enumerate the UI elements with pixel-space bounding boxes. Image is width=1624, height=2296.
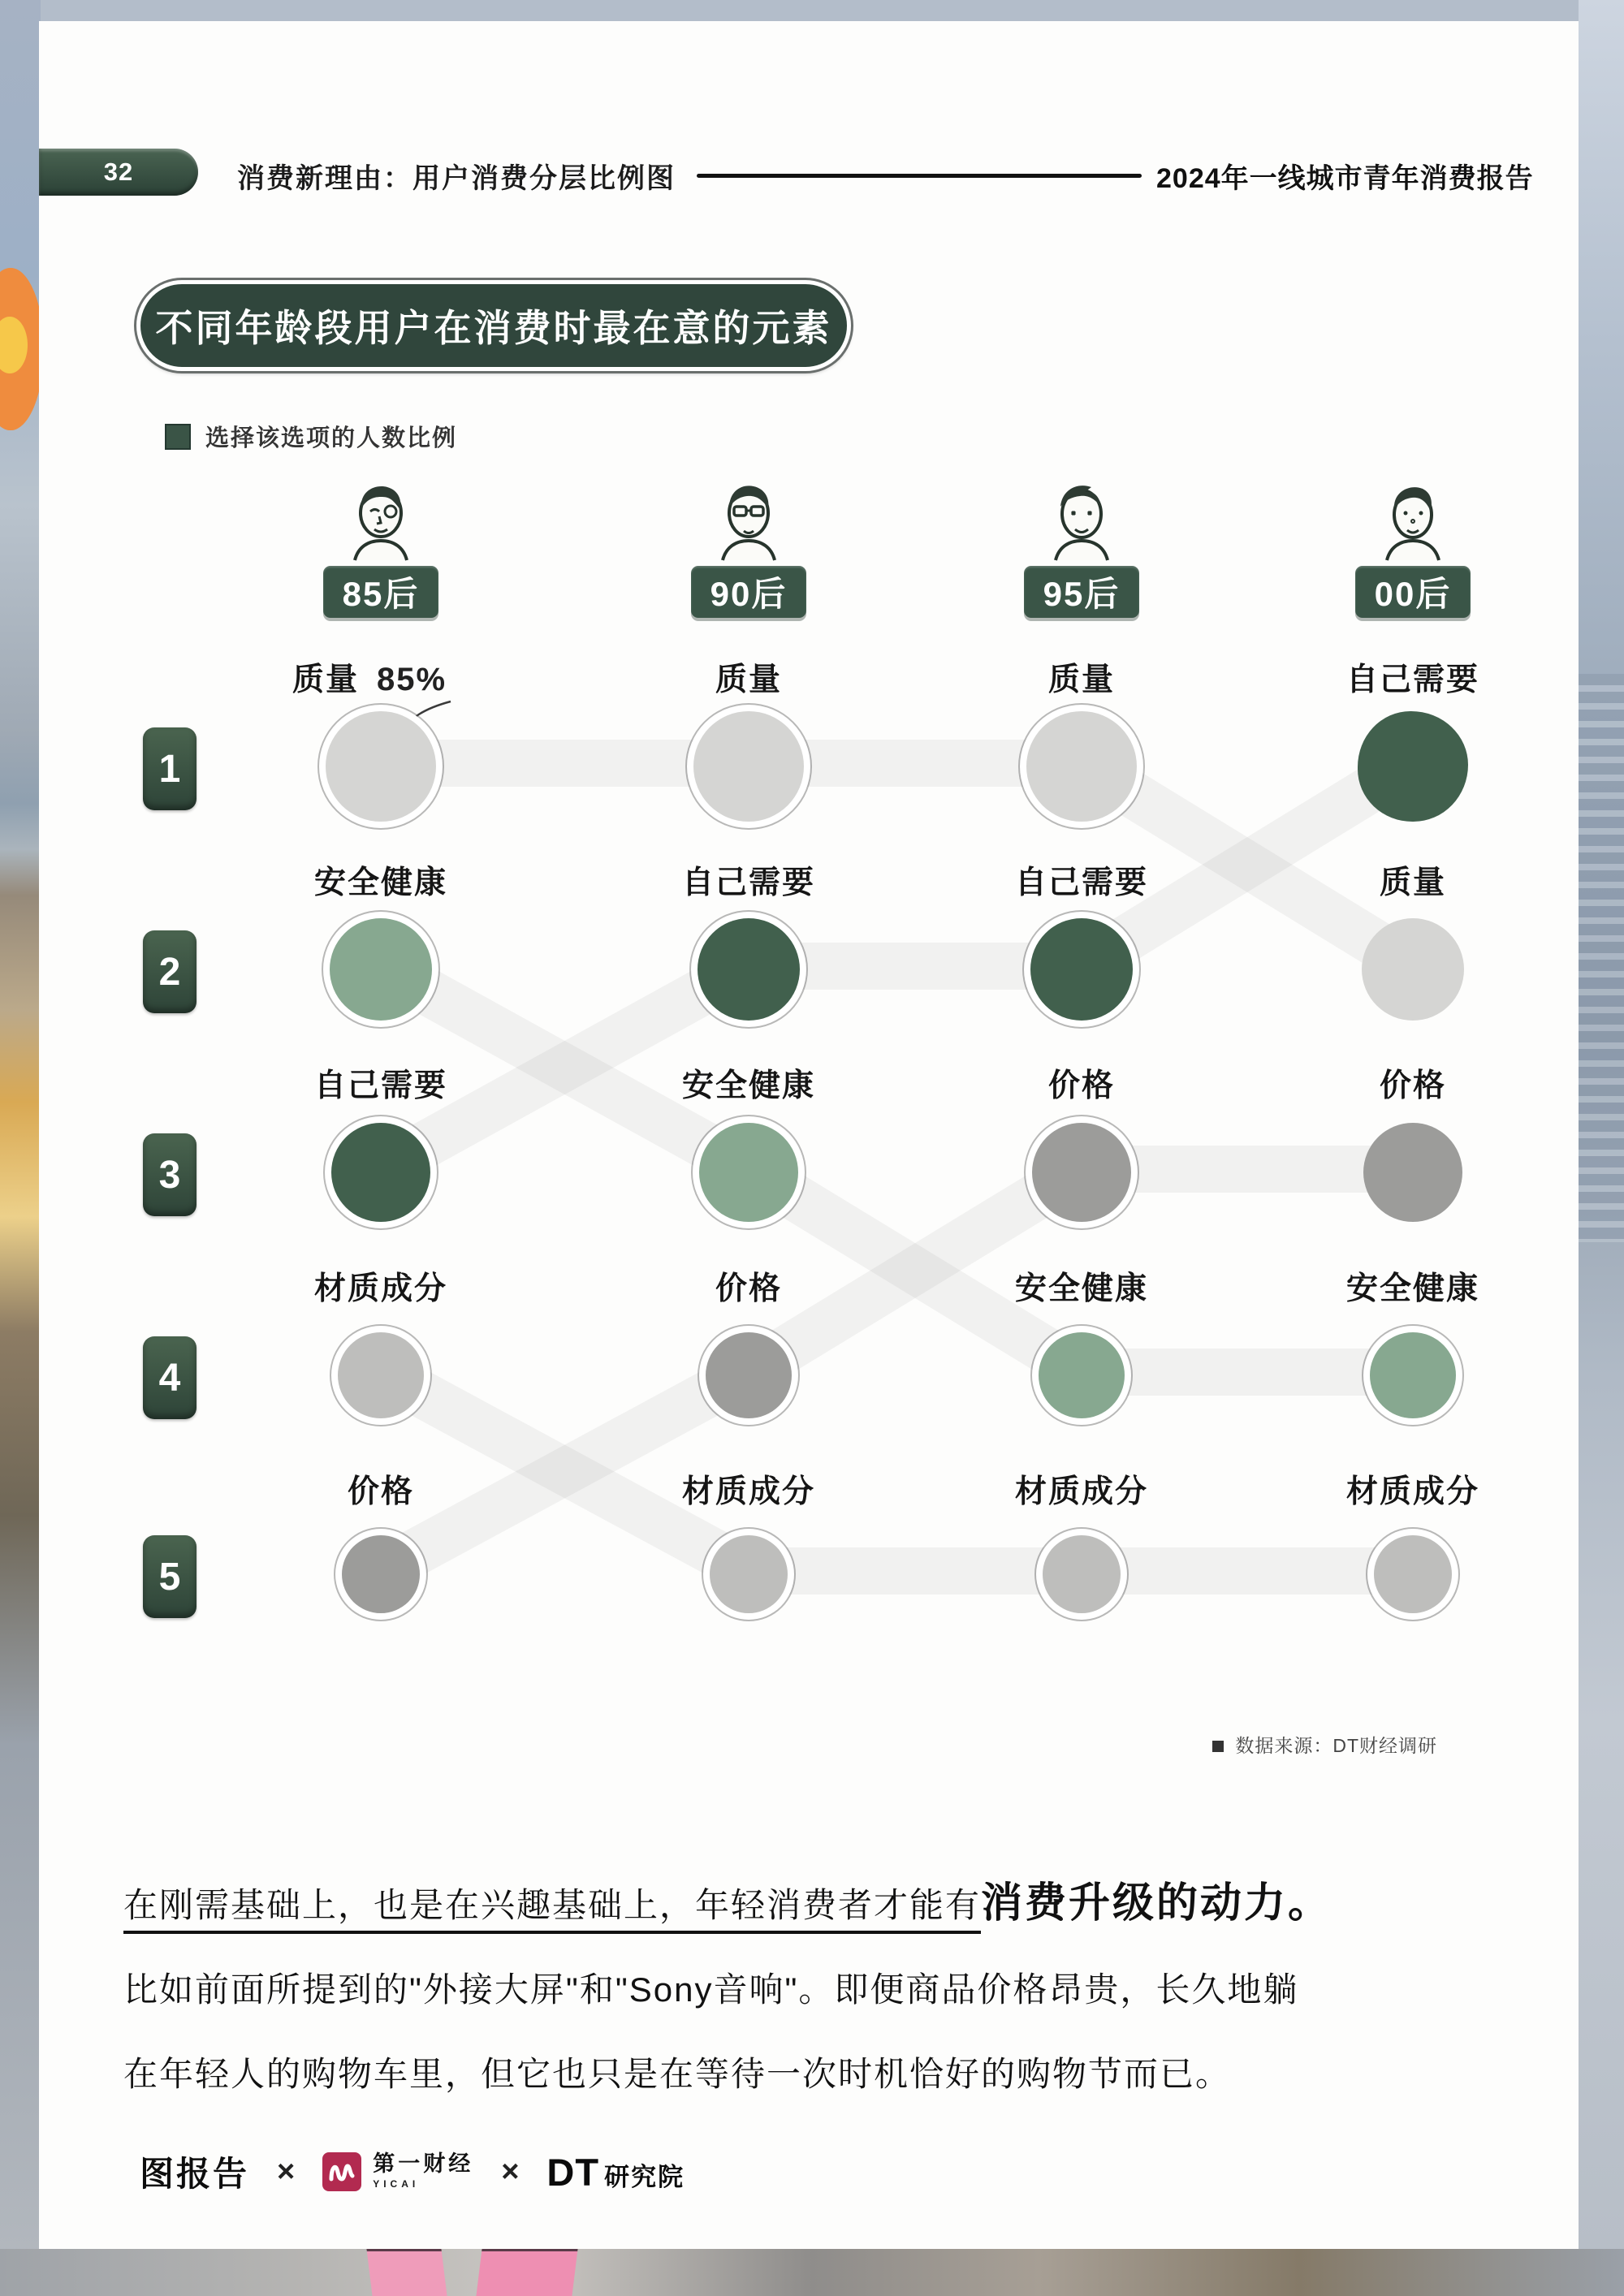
logo-dt-research — [546, 2150, 685, 2195]
rank-cell — [944, 1060, 1220, 1222]
rank-cell — [243, 1466, 519, 1613]
rank-cell — [1275, 1466, 1551, 1613]
rank-number-badge: 4 — [143, 1336, 197, 1419]
rank-cell — [243, 1060, 519, 1222]
logo-yicai — [322, 2152, 473, 2191]
rank-cell — [611, 1060, 887, 1222]
item-circle — [699, 1123, 798, 1222]
group-badge: 90后 — [691, 566, 806, 618]
rank-cell — [944, 1466, 1220, 1613]
yicai-name: 第一财经 — [373, 2151, 474, 2177]
rank-cell — [611, 857, 887, 1021]
dt-suffix: 研究院 — [604, 2162, 685, 2191]
item-label: 安全健康 — [1345, 1271, 1479, 1306]
item-circle — [331, 1123, 430, 1222]
item-label: 质量 — [1047, 662, 1115, 697]
item-label: 价格 — [1379, 1068, 1446, 1103]
paragraph-line-3: 在年轻人的购物车里，但它也只是在等待一次时机恰好的购物节而已。 — [123, 2055, 1232, 2093]
rank-cell — [1275, 1263, 1551, 1418]
group-column-header — [659, 481, 838, 618]
item-label: 自己需要 — [681, 865, 815, 900]
group-badge: 00后 — [1355, 566, 1471, 618]
emphasized-text: 消费升级的动力。 — [981, 1880, 1332, 1926]
section-header-left: 消费新理由：用户消费分层比例图 — [237, 163, 676, 194]
rank-cell — [243, 857, 519, 1021]
rank-cell — [944, 654, 1220, 822]
note-bullet-icon — [1212, 1741, 1224, 1752]
rank-number-badge: 5 — [143, 1535, 197, 1618]
underlined-text: 在刚需基础上，也是在兴趣基础上，年轻消费者才能有 — [123, 1886, 981, 1934]
chart-title: 不同年龄段用户在消费时最在意的元素 — [136, 280, 851, 371]
item-circle — [1363, 1123, 1462, 1222]
yicai-latin: YICAI — [373, 2177, 420, 2190]
rank-cell — [611, 654, 887, 822]
chart-legend — [165, 420, 457, 453]
item-circle — [693, 711, 804, 822]
source-note — [934, 1731, 1437, 1758]
item-label: 安全健康 — [681, 1068, 815, 1103]
background-top-strip — [0, 0, 1624, 21]
item-circle — [326, 711, 436, 822]
item-label: 材质成分 — [1345, 1474, 1479, 1509]
body-paragraph — [123, 1861, 1528, 2117]
rank-cell — [944, 1263, 1220, 1418]
rank-cell — [243, 654, 519, 822]
item-label: 自己需要 — [1345, 662, 1479, 697]
rank-number-badge: 3 — [143, 1133, 197, 1216]
item-label: 材质成分 — [313, 1271, 447, 1306]
item-label: 质量 — [715, 662, 782, 697]
source-note-text: 数据来源：DT财经调研 — [1235, 1735, 1437, 1756]
rank-cell — [1275, 857, 1551, 1021]
page-number-badge: 32 — [39, 149, 198, 196]
footer-logos — [140, 2147, 685, 2196]
header-divider — [697, 174, 1142, 178]
group-badge: 95后 — [1024, 566, 1139, 618]
avatar-85后-icon — [292, 481, 470, 566]
rank-cell — [1275, 1060, 1551, 1222]
item-circle — [1039, 1332, 1125, 1418]
group-column-header — [992, 481, 1171, 618]
rank-cell — [944, 857, 1220, 1021]
paragraph-line-1 — [123, 1861, 1528, 1948]
avatar-90后-icon — [659, 481, 838, 566]
item-label: 材质成分 — [1014, 1474, 1148, 1509]
building-windows-art — [1579, 674, 1624, 1242]
avatar-00后-icon — [1324, 481, 1502, 566]
item-label: 自己需要 — [1014, 865, 1148, 900]
avatar-95后-icon — [992, 481, 1171, 566]
logo-baogao: 图报告 — [140, 2155, 250, 2193]
rank-cell — [1275, 654, 1551, 822]
legend-label: 选择该选项的人数比例 — [205, 425, 458, 451]
item-circle — [1362, 918, 1464, 1021]
item-circle — [1043, 1535, 1121, 1613]
item-label: 质量 — [1379, 865, 1446, 900]
item-label: 价格 — [715, 1271, 782, 1306]
item-circle — [1358, 711, 1468, 822]
item-circle — [1030, 918, 1133, 1021]
item-circle — [338, 1332, 424, 1418]
percentage-annotation: 85% — [376, 662, 447, 697]
item-label: 质量 85% — [292, 662, 447, 697]
item-circle — [330, 918, 432, 1021]
report-title-header: 2024年一线城市青年消费报告 — [1156, 163, 1534, 194]
group-badge: 85后 — [323, 566, 438, 618]
background-bottom-photo-strip — [0, 2249, 1624, 2296]
item-circle — [706, 1332, 792, 1418]
group-column-header — [292, 481, 470, 618]
yicai-red-square-icon — [322, 2152, 361, 2191]
rank-number-badge: 2 — [143, 930, 197, 1013]
rank-cell — [243, 1263, 519, 1418]
item-label: 自己需要 — [313, 1068, 447, 1103]
cross-separator: × — [277, 2154, 296, 2189]
item-label: 价格 — [347, 1474, 414, 1509]
item-circle — [1032, 1123, 1131, 1222]
rank-cell — [611, 1263, 887, 1418]
rank-number-badge: 1 — [143, 727, 197, 810]
item-label: 安全健康 — [313, 865, 447, 900]
item-circle — [710, 1535, 788, 1613]
paragraph-line-2: 比如前面所提到的"外接大屏"和"Sony音响"。即便商品价格昂贵，长久地躺 — [123, 1970, 1299, 2009]
item-circle — [1374, 1535, 1452, 1613]
pink-figure-art — [366, 2249, 447, 2296]
item-label: 价格 — [1047, 1068, 1115, 1103]
group-column-header — [1324, 481, 1502, 618]
legend-swatch-icon — [165, 424, 191, 450]
pink-figure-art — [476, 2249, 577, 2296]
item-circle — [1370, 1332, 1456, 1418]
dt-letters: DT — [546, 2150, 600, 2194]
item-circle — [342, 1535, 420, 1613]
item-circle — [1026, 711, 1137, 822]
item-circle — [698, 918, 800, 1021]
cross-separator: × — [501, 2154, 520, 2189]
item-label: 安全健康 — [1014, 1271, 1148, 1306]
rank-cell — [611, 1466, 887, 1613]
item-label: 材质成分 — [681, 1474, 815, 1509]
